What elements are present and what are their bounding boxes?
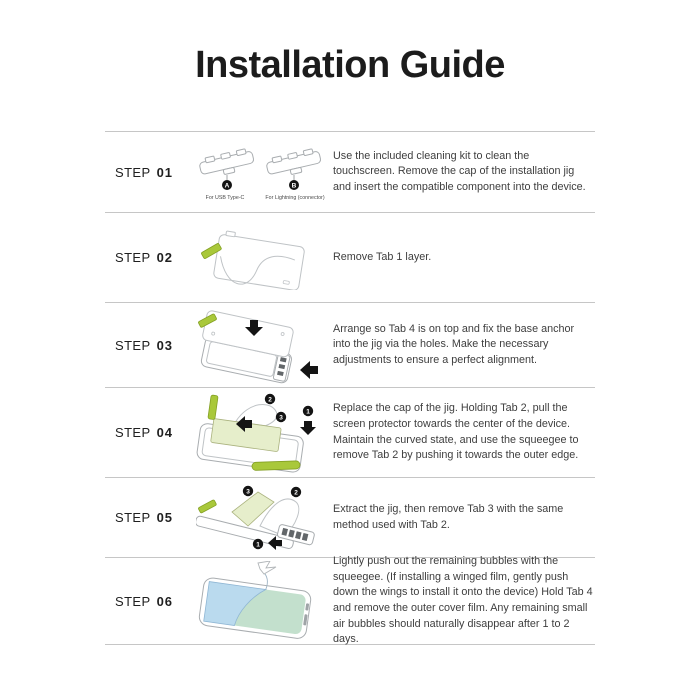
step-number: 05 <box>156 510 174 525</box>
badge-b <box>289 180 299 190</box>
step-03-description <box>333 303 595 387</box>
step-01-text: Use the included cleaning kit to clean the touchscreen. Remove the cap of the installation jig and insert the compatible component into the device. <box>333 149 586 193</box>
step-word: STEP <box>115 250 151 265</box>
step-row-02 <box>105 212 595 302</box>
crumpled-tab <box>258 561 276 574</box>
step-01-illustration <box>193 132 333 212</box>
step-number: 04 <box>156 425 174 440</box>
step-05-text: Extract the jig, then remove Tab 3 with the same method used with Tab 2. <box>333 502 564 531</box>
svg-text:1: 1 <box>255 540 260 548</box>
step-row-01 <box>105 131 595 212</box>
step-03-text: Arrange so Tab 4 is on top and fix the base anchor into the jig via the holes. Make the necessary adjustments to ensure a perfect alignment. <box>333 322 575 366</box>
step-number: 02 <box>156 250 174 265</box>
caption-usb-type-c: For USB Type-C <box>205 195 244 201</box>
jig-components-illustration <box>196 141 331 203</box>
step-number: 06 <box>156 593 174 609</box>
step-number: 01 <box>156 164 174 180</box>
badge-1 <box>252 538 262 548</box>
step-number: 03 <box>156 337 174 353</box>
step-row-04 <box>105 387 595 477</box>
svg-text:2: 2 <box>267 395 272 403</box>
badge-2 <box>264 393 274 403</box>
insert-left-arrow <box>300 361 318 379</box>
protector-sheet <box>212 230 305 290</box>
caption-lightning: For Lightning (connector) <box>264 195 325 201</box>
badge-a <box>222 180 232 190</box>
usb-type-c-jig <box>198 147 255 179</box>
press-down-arrow <box>300 421 316 435</box>
step-05-label <box>105 478 193 557</box>
title-section <box>0 0 700 131</box>
badge-3 <box>242 485 252 495</box>
step-06-label <box>105 558 193 644</box>
step-01-label <box>105 132 193 212</box>
step-02-description <box>333 213 595 302</box>
tab-green-tab <box>198 499 217 513</box>
lightning-jig <box>265 147 322 179</box>
step-06-illustration <box>193 558 333 644</box>
tab2-green-tab <box>207 394 217 419</box>
step-02-text: Remove Tab 1 layer. <box>333 250 432 263</box>
finished-device <box>198 563 314 639</box>
step-03-illustration <box>193 303 333 387</box>
device-with-film <box>196 394 309 475</box>
steps-list <box>105 131 595 645</box>
align-on-jig-illustration <box>196 306 331 384</box>
svg-text:2: 2 <box>293 488 298 496</box>
peel-cover-illustration <box>196 561 331 641</box>
step-02-label <box>105 213 193 302</box>
step-word: STEP <box>115 164 151 180</box>
squeegee <box>251 460 299 470</box>
step-04-illustration <box>193 388 333 477</box>
step-row-06 <box>105 557 595 645</box>
step-06-text: Lightly push out the remaining bubbles with the squeegee. (If installing a winged film, gently push down the wings to install it onto the device) Hold Tab 4 and remove the outer cover film. Any remaining small air bubbles should naturally disappear after 1 to 2 days. <box>333 555 593 646</box>
pull-protector-illustration <box>196 391 331 475</box>
step-05-illustration <box>193 478 333 557</box>
step-03-label <box>105 303 193 387</box>
step-02-illustration <box>193 213 333 302</box>
svg-text:B: B <box>291 182 296 190</box>
step-04-text: Replace the cap of the jig. Holding Tab 2, pull the screen protector towards the center of the device. Maintain the curved state, and use the squeegee to remove Tab 2 by pushing it towards the outer edge. <box>333 402 579 462</box>
svg-text:3: 3 <box>245 487 250 495</box>
step-row-03 <box>105 302 595 387</box>
svg-text:A: A <box>224 182 229 190</box>
badge-1 <box>302 405 312 415</box>
badge-3 <box>275 411 285 421</box>
step-word: STEP <box>115 425 151 440</box>
step-word: STEP <box>115 593 151 609</box>
step-05-description <box>333 478 595 557</box>
step-row-05 <box>105 477 595 557</box>
step-04-label <box>105 388 193 477</box>
step-01-description <box>333 132 595 212</box>
step-04-description <box>333 388 595 477</box>
svg-text:3: 3 <box>278 413 283 421</box>
step-word: STEP <box>115 510 151 525</box>
badge-2 <box>290 486 300 496</box>
remove-tab1-illustration <box>196 226 331 290</box>
step-word: STEP <box>115 337 151 353</box>
page-title: Installation Guide <box>195 44 505 86</box>
svg-text:1: 1 <box>305 407 310 415</box>
remove-tab3-illustration <box>196 482 331 554</box>
step-06-description <box>333 555 595 646</box>
